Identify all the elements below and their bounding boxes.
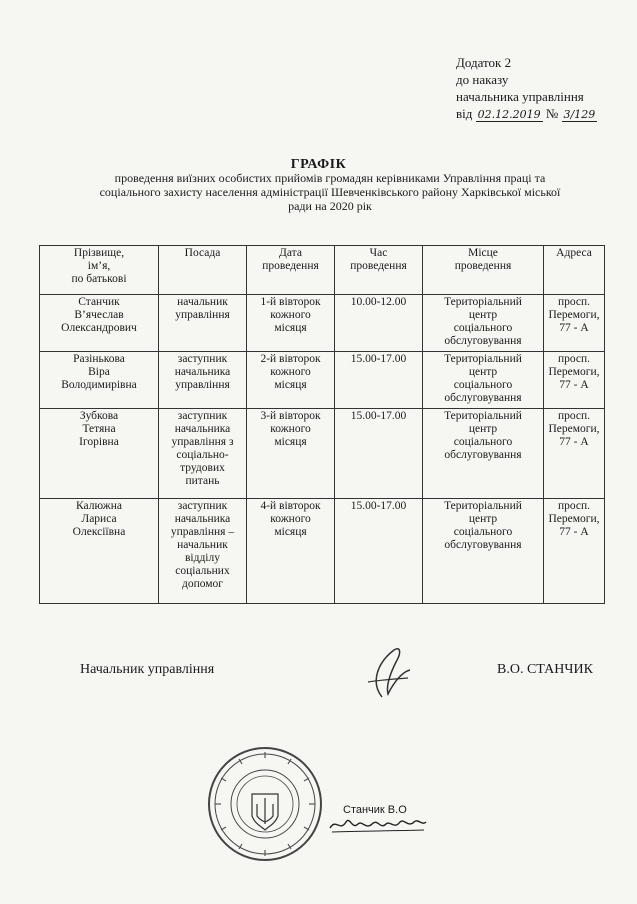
column-header [40,246,159,295]
cell-line: управління – [170,526,235,538]
column-header [423,246,544,295]
cell-line: Зубкова [79,410,119,422]
cell-line: соціального [453,526,513,538]
cell-line: Прізвище, [73,247,125,259]
cell-line: Ігорівна [79,436,119,448]
cell-name [40,499,159,604]
cell-line: 10.00-12.00 [350,296,407,308]
date-prefix: від [456,106,473,121]
cell-line: Перемоги, [548,309,600,321]
cell-line: начальника [174,513,231,525]
cell-line: управління з [171,436,234,448]
cell-line: заступник [177,353,228,365]
annex-line-2: до наказу [456,72,509,87]
cell-line: відділу [184,552,220,564]
cell-line: 77 - А [559,379,589,391]
cell-line: Територіальний [444,410,522,422]
cell-line: центр [468,309,498,321]
cell-line: обслуговування [444,449,522,461]
cell-line: 1-й вівторок [260,296,321,308]
table-header-row [40,246,605,295]
table-row [40,409,605,499]
column-header [247,246,335,295]
cell-line: Калюжна [76,500,122,512]
cell-line: 15.00-17.00 [350,410,407,422]
annex-block [456,54,597,123]
cell-line: В’ячеслав [74,309,124,321]
cell-line: Територіальний [444,500,522,512]
number-prefix: № [545,106,559,121]
cell-line: 77 - А [559,526,589,538]
cell-line: Віра [88,366,110,378]
cell-line: питань [185,475,220,487]
cell-line: місяця [274,379,307,391]
cell-line: Територіальний [444,353,522,365]
signatory-role: Начальник управління [80,662,215,677]
cell-address [544,352,605,409]
cell-line: обслуговування [444,392,522,404]
cell-line: проведення [454,260,512,272]
cell-address [544,409,605,499]
column-header [159,246,247,295]
cell-line: Перемоги, [548,513,600,525]
cell-time [335,409,423,499]
cell-line: 15.00-17.00 [350,500,407,512]
cell-place [423,409,544,499]
cell-line: центр [468,366,498,378]
cell-time [335,295,423,352]
number-value: 3/129 [563,108,596,121]
date-value: 02.12.2019 [477,108,541,121]
cell-line: Олександрович [61,322,137,334]
cell-line: кожного [270,366,311,378]
cell-line: 15.00-17.00 [350,353,407,365]
cell-line: центр [468,423,498,435]
table-row [40,352,605,409]
cell-line: місяця [274,322,307,334]
cell-line: Олексіївна [72,526,126,538]
column-header [544,246,605,295]
cell-line: Територіальний [444,296,522,308]
cell-line: Посада [184,247,221,259]
cell-line: Адреса [556,247,592,259]
cell-line: соціального [453,436,513,448]
cell-line: заступник [177,410,228,422]
copy-label: Станчик В.О [343,804,407,816]
cell-line: 4-й вівторок [260,500,321,512]
cell-line: 77 - А [559,322,589,334]
cell-position [159,409,247,499]
schedule-table [39,245,605,604]
cell-line: Станчик [78,296,120,308]
cell-line: Разінькова [73,353,125,365]
document-subtitle: проведення виїзних особистих прийомів громадян керівниками Управління праці та соціального захисту населення адміністрації Шевченківського району Харківської міської ради на 2020 рік [99,171,561,213]
annex-line-3: начальника управління [456,89,584,104]
cell-line: Дата [279,247,302,259]
cell-place [423,499,544,604]
cell-line: начальник [177,296,228,308]
cell-line: соціального [453,322,513,334]
annex-date-line [456,105,597,123]
cell-line: по батькові [71,273,127,285]
signatory-name: В.О. СТАНЧИК [497,662,593,677]
column-header [335,246,423,295]
cell-line: начальника [174,366,231,378]
cell-time [335,499,423,604]
cell-line: управління [175,379,230,391]
cell-position [159,499,247,604]
cell-line: начальника [174,423,231,435]
cell-line: 3-й вівторок [260,410,321,422]
handwritten-signature [360,642,420,702]
cell-line: просп. [557,500,591,512]
annex-line-1: Додаток 2 [456,55,512,70]
cell-line: просп. [557,410,591,422]
cell-name [40,409,159,499]
cell-line: місяця [274,526,307,538]
cell-line: проведення [350,260,407,272]
cell-date [247,409,335,499]
official-seal-icon [205,744,325,864]
cell-line: соціального [453,379,513,391]
cell-line: соціальних [175,565,230,577]
cell-line: соціально- [176,449,229,461]
cell-line: начальник [177,539,228,551]
cell-line: Час [369,247,388,259]
cell-line: управління [175,309,230,321]
cell-time [335,352,423,409]
cell-date [247,295,335,352]
cell-line: обслуговування [444,539,522,551]
cell-line: просп. [557,296,591,308]
cell-line: Лариса [81,513,117,525]
cell-line: 77 - А [559,436,589,448]
copy-signature [328,812,428,836]
table-row [40,499,605,604]
cell-place [423,295,544,352]
cell-date [247,499,335,604]
cell-name [40,295,159,352]
cell-line: просп. [557,353,591,365]
cell-name [40,352,159,409]
cell-line: центр [468,513,498,525]
cell-line: Перемоги, [548,423,600,435]
cell-line: трудових [180,462,225,474]
cell-line: Тетяна [82,423,116,435]
cell-line: Перемоги, [548,366,600,378]
cell-line: місяця [274,436,307,448]
cell-address [544,499,605,604]
cell-address [544,295,605,352]
cell-line: проведення [262,260,319,272]
cell-line: кожного [270,309,311,321]
cell-line: Місце [468,247,498,259]
cell-line: обслуговування [444,335,522,347]
cell-position [159,295,247,352]
document-title: ГРАФІК [290,157,347,172]
table-row [40,295,605,352]
cell-place [423,352,544,409]
cell-line: Володимирівна [61,379,137,391]
cell-date [247,352,335,409]
cell-line: 2-й вівторок [260,353,321,365]
cell-line: заступник [177,500,228,512]
cell-line: кожного [270,513,311,525]
cell-line: допомог [181,578,224,590]
cell-position [159,352,247,409]
cell-line: ім’я, [87,260,111,272]
cell-line: кожного [270,423,311,435]
